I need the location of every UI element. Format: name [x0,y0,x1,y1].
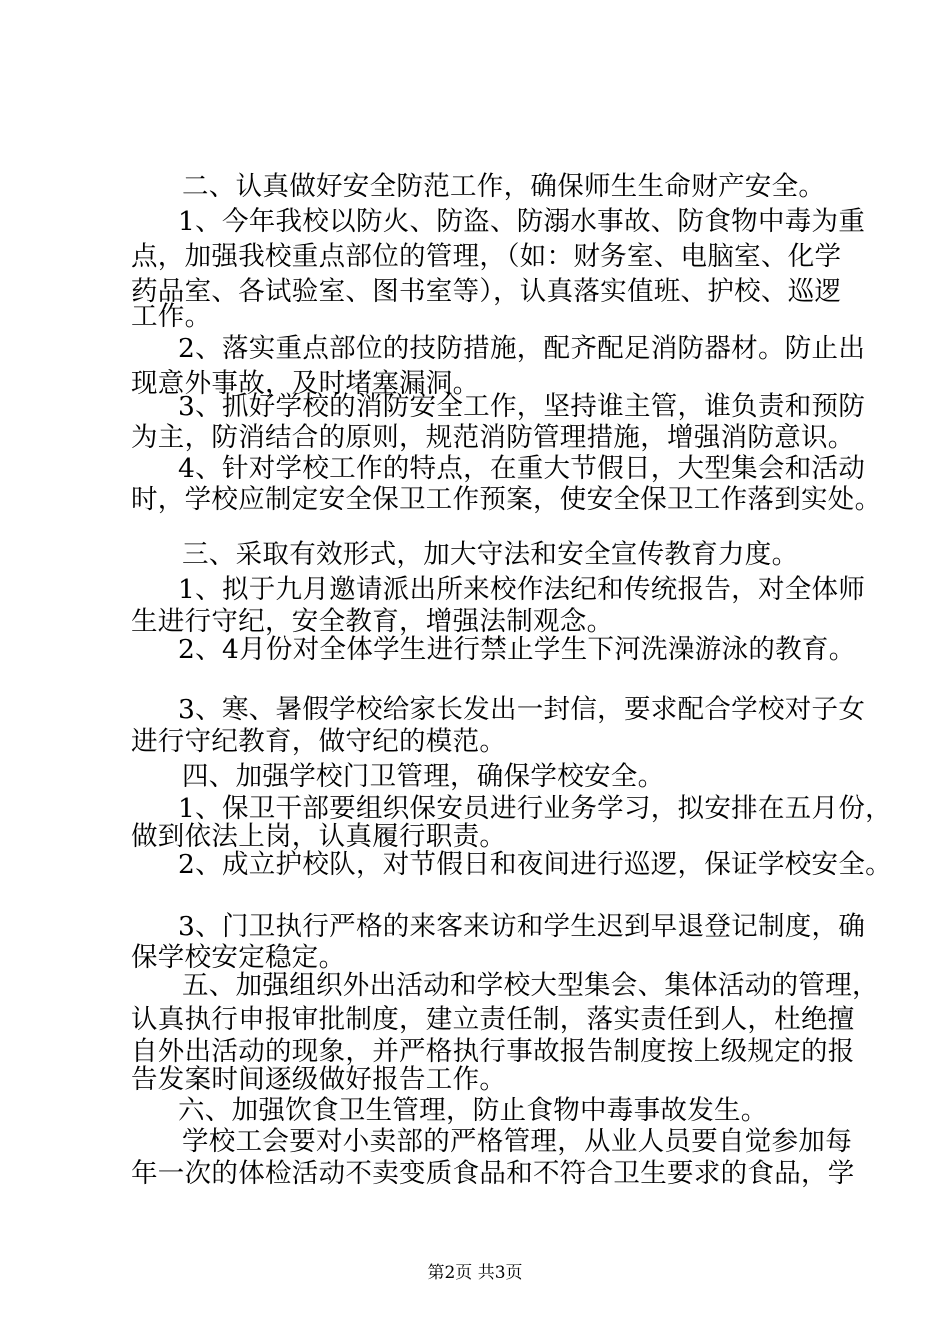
body-line: 三、采取有效形式，加大守法和安全宣传教育力度。 [182,539,799,570]
body-line: 做到依法上岗，认真履行职责。 [131,821,507,852]
body-line: 3、门卫执行严格的来客来访和学生迟到早退登记制度，确 [178,911,866,942]
body-line: 时，学校应制定安全保卫工作预案，使安全保卫工作落到实处。 [131,484,882,515]
body-line: 2、4月份对全体学生进行禁止学生下河洗澡游泳的教育。 [178,634,856,665]
body-line: 1、今年我校以防火、防盗、防溺水事故、防食物中毒为重 [178,206,866,237]
body-line: 1、保卫干部要组织保安员进行业务学习，拟安排在五月份， [178,793,892,824]
body-line: 自外出活动的现象，并严格执行事故报告制度按上级规定的报 [131,1036,855,1067]
body-line: 生进行守纪，安全教育，增强法制观念。 [131,606,614,637]
body-line: 2、落实重点部位的技防措施，配齐配足消防器材。防止出 [178,333,866,364]
body-line: 学校工会要对小卖部的严格管理，从业人员要自觉参加每 [182,1126,852,1157]
body-line: 五、加强组织外出活动和学校大型集会、集体活动的管理， [182,970,879,1001]
body-line: 四、加强学校门卫管理，确保学校安全。 [182,761,665,792]
body-line: 进行守纪教育，做守纪的模范。 [131,726,507,757]
body-line: 为主，防消结合的原则，规范消防管理措施，增强消防意识。 [131,422,855,453]
body-line: 2、成立护校队，对节假日和夜间进行巡逻，保证学校安全。 [178,849,892,880]
body-line: 保学校安定稳定。 [131,942,346,973]
body-line: 药品室、各试验室、图书室等），认真落实值班、护校、巡逻 [131,276,842,307]
body-line: 3、寒、暑假学校给家长发出一封信，要求配合学校对子女 [178,694,866,725]
body-line: 六、加强饮食卫生管理，防止食物中毒事故发生。 [178,1095,768,1126]
body-line: 4、针对学校工作的特点，在重大节假日，大型集会和活动 [178,453,866,484]
body-line: 认真执行申报审批制度，建立责任制，落实责任到人，杜绝擅 [131,1004,855,1035]
body-line: 年一次的体检活动不卖变质食品和不符合卫生要求的食品，学 [131,1158,855,1189]
body-line: 3、抓好学校的消防安全工作，坚持谁主管，谁负责和预防 [178,391,866,422]
body-line: 工作。 [131,301,212,332]
body-line: 1、拟于九月邀请派出所来校作法纪和传统报告，对全体师 [178,574,866,605]
body-line: 点，加强我校重点部位的管理，（如：财务室、电脑室、化学 [131,241,842,272]
body-line: 告发案时间逐级做好报告工作。 [131,1064,507,1095]
body-line: 二、认真做好安全防范工作，确保师生生命财产安全。 [182,171,826,202]
page-number-footer: 第2页 共3页 [427,1263,523,1283]
body-line: 现意外事故，及时堵塞漏洞。 [131,368,480,399]
